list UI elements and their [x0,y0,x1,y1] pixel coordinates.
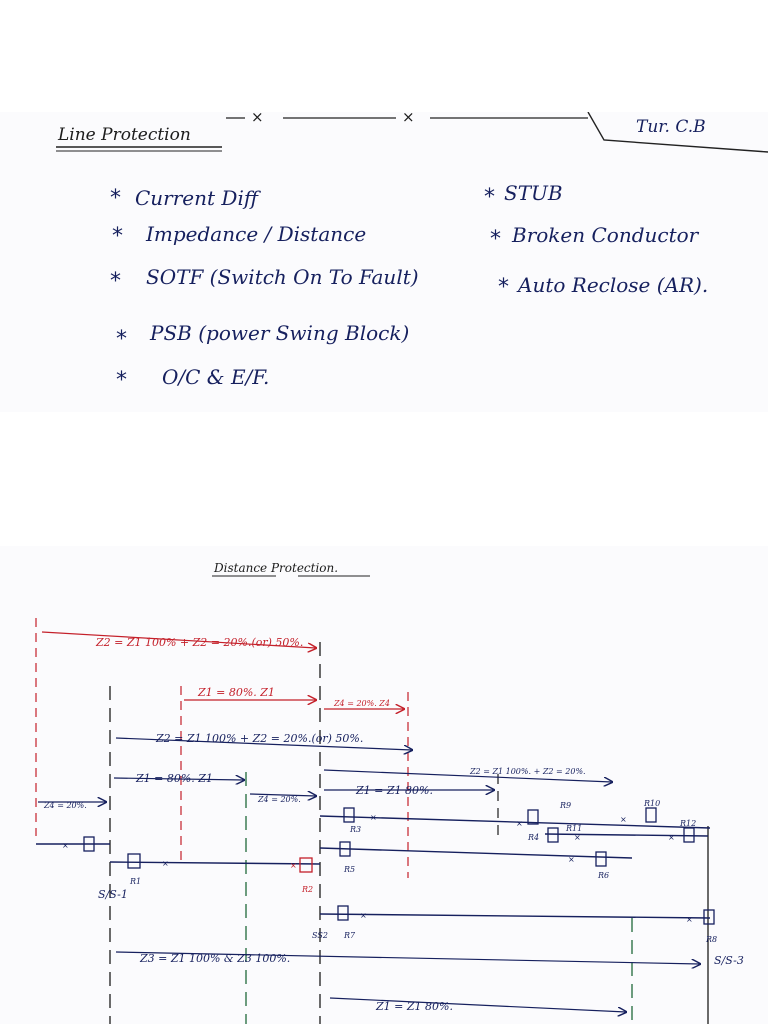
distance-protection-title: Distance Protection. [214,561,339,575]
z3-label: Z3 = Z1 100% & Z3 100%. [140,952,291,965]
asterisk-icon: * [484,185,495,210]
asterisk-icon: * [112,224,123,249]
asterisk-icon: * [116,368,127,393]
line-ss2-ss3-c [320,848,632,858]
header-x-mark: × [251,112,264,126]
relay-label-r10: R10 [644,799,661,808]
substation-label-ss2: SS2 [312,931,328,940]
breaker-x-icon: × [62,841,69,850]
item-stub: STUB [504,181,563,205]
z2-right-label: Z2 = Z1 100%. + Z2 = 20%. [470,767,586,776]
asterisk-icon: * [110,269,121,294]
breaker-x-icon: × [290,861,297,870]
relay-box-icon [704,910,714,924]
relay-label-r7: R7 [344,931,356,940]
z2-remote-label: Z2 = Z1 100% + Z2 = 20%.(or) 50%. [96,636,304,649]
relay-label-r8: R8 [706,935,718,944]
item-current-diff: Current Diff [135,186,259,210]
substation-label-ss1: S/S-1 [98,888,128,901]
substation-label-ss3: S/S-3 [714,954,744,967]
distance-protection-diagram [0,546,768,1024]
relay-box-icon [344,808,354,822]
relay-label-r9: R9 [560,801,572,810]
asterisk-icon: * [110,186,121,211]
breaker-x-icon: × [668,833,675,842]
item-oc-ef: O/C & E/F. [162,365,270,389]
item-psb: PSB (power Swing Block) [150,321,410,345]
z1-bottom-label: Z1 = Z1 80%. [376,1000,453,1013]
relay-label-r11: R11 [566,824,583,833]
relay-label-r12: R12 [680,819,697,828]
relay-label-r1: R1 [130,877,142,886]
header-x-mark: × [402,112,415,126]
breaker-x-icon: × [360,911,367,920]
tur-cb-label: Tur. C.B [636,117,706,137]
relay-label-r3: R3 [350,825,362,834]
line-ss1-ss2 [110,862,320,864]
relay-label-r2: R2 [302,885,314,894]
z4-small-label: Z4 = 20%. [258,795,301,804]
relay-box-icon [684,828,694,842]
breaker-x-icon: × [574,833,581,842]
relay-label-r6: R6 [598,871,610,880]
z2-local-label: Z2 = Z1 100% + Z2 = 20%.(or) 50%. [156,732,364,745]
line-protection-sheet [0,112,768,412]
item-impedance-distance: Impedance / Distance [146,222,367,246]
asterisk-icon: * [116,327,127,352]
line-protection-title: Line Protection [58,125,191,145]
item-auto-reclose: Auto Reclose (AR). [518,273,709,297]
breaker-x-icon: × [686,915,693,924]
relay-box-icon [646,808,656,822]
asterisk-icon: * [490,227,501,252]
relay-label-r4: R4 [528,833,540,842]
line-ss2-ss3-d [320,914,710,918]
breaker-x-icon: × [370,813,377,822]
z1-mid-label: Z1 = 80%. Z1 [198,686,275,699]
asterisk-icon: * [498,275,509,300]
relay-box-icon [128,854,140,868]
distance-protection-sheet [0,546,768,1024]
item-sotf: SOTF (Switch On To Fault) [146,265,419,289]
breaker-x-icon: × [162,859,169,868]
breaker-x-icon: × [568,855,575,864]
relay-label-r5: R5 [344,865,356,874]
line-protection-canvas [0,112,768,412]
breaker-x-icon: × [516,819,523,828]
z1-left-label: Z1 = 80%. Z1 [136,772,213,785]
z1-right-label: Z1 = Z1 80%. [356,784,433,797]
relay-box-icon [300,858,312,872]
breaker-x-icon: × [620,815,627,824]
z1-bottom-arrow [330,998,626,1012]
z4-mid-label: Z4 = 20%. Z4 [334,699,390,708]
item-broken-conductor: Broken Conductor [512,223,699,247]
z4-left-label: Z4 = 20%. [44,801,87,810]
relay-box-icon [596,852,606,866]
relay-box-icon [548,828,558,842]
relay-box-icon [338,906,348,920]
